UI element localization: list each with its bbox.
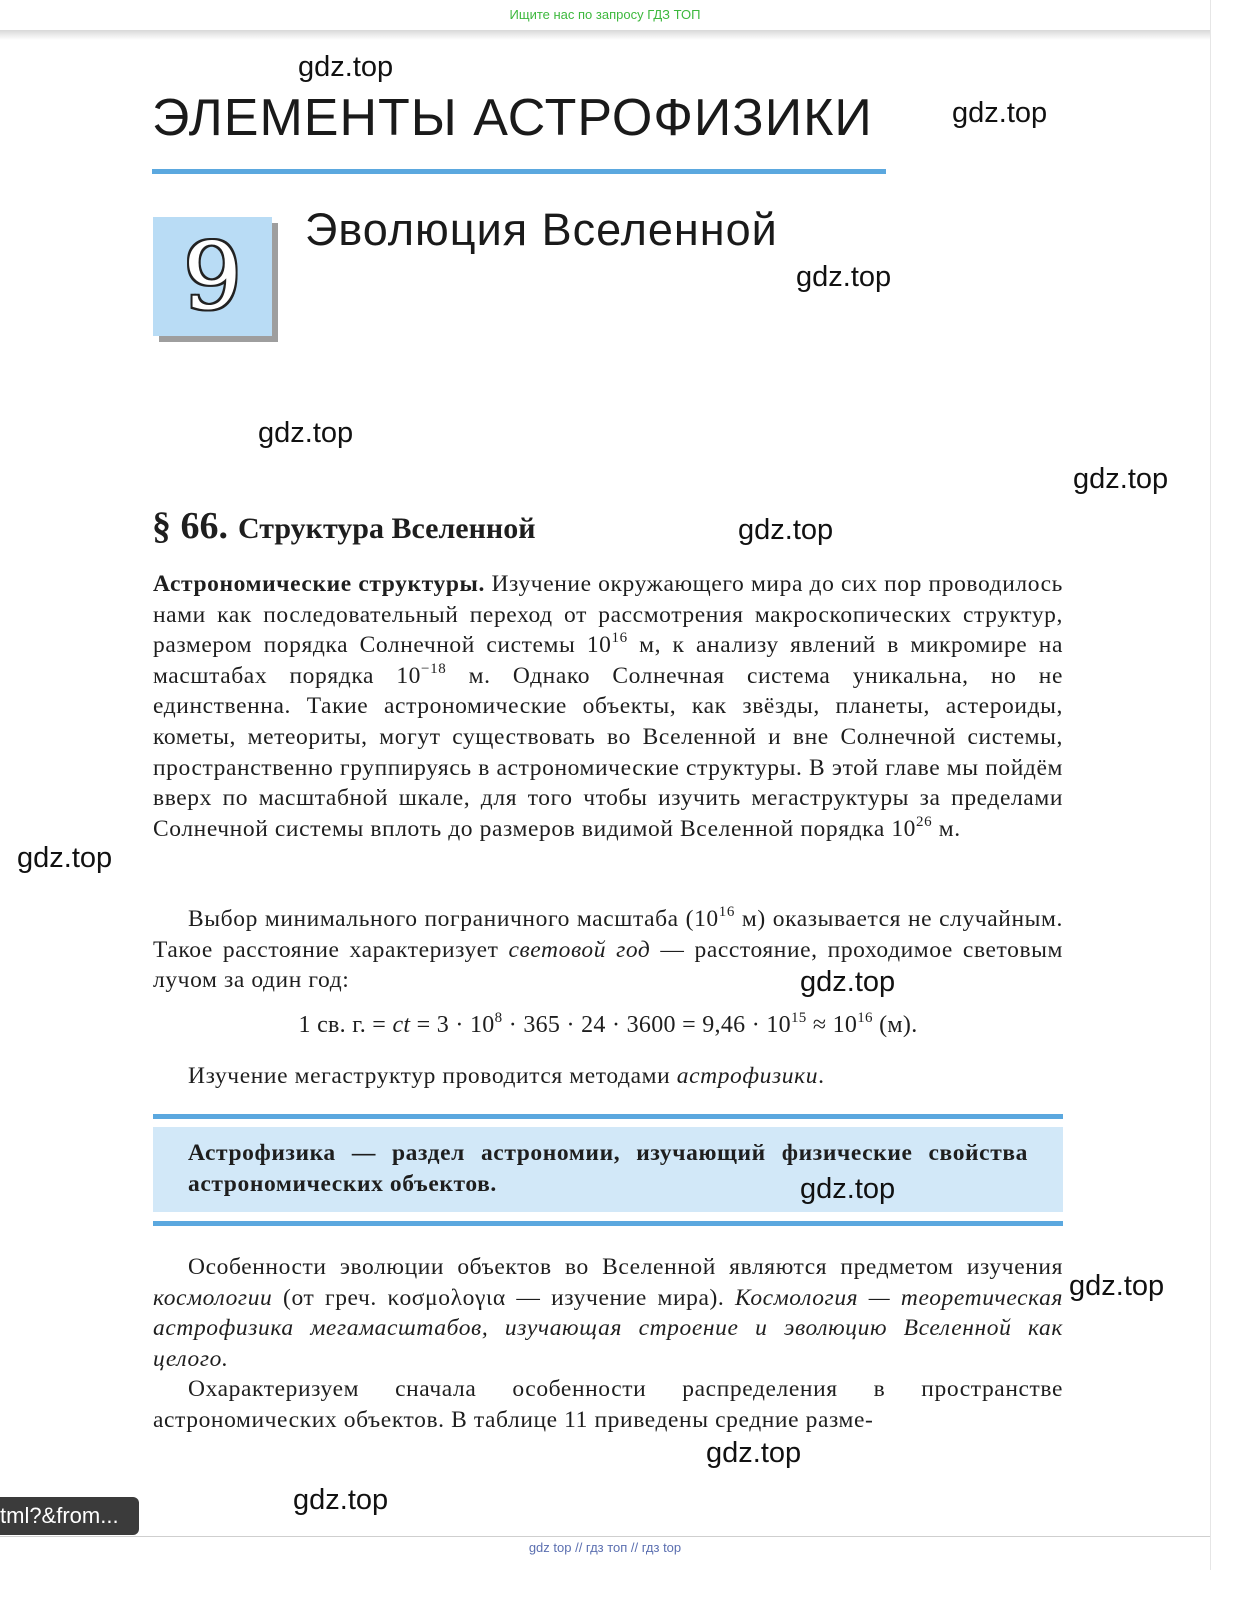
chapter-number-badge: 9	[153, 217, 272, 336]
text-run: Особенности эволюции объектов во Вселенной являются предметом изучения	[188, 1254, 1063, 1280]
formula-part: ≈ 10	[806, 1012, 858, 1038]
paragraph-distribution: Охарактеризуем сначала особенности распределения в пространстве астрономических объектов. В таблице 11 приведены средние разме-	[153, 1376, 1063, 1433]
watermark: gdz.top	[17, 842, 113, 874]
definition-box	[153, 1114, 1063, 1226]
exponent: −18	[421, 660, 447, 677]
book-title: ЭЛЕМЕНТЫ АСТРОФИЗИКИ	[152, 89, 873, 147]
exponent: 16	[611, 630, 628, 647]
text-run: — расстояние, проходимое световым лучом за один год:	[153, 936, 1064, 994]
light-year-formula	[153, 1012, 1063, 1039]
watermark: gdz.top	[952, 97, 1048, 129]
watermark: gdz.top	[706, 1437, 802, 1469]
footer-links[interactable]: gdz top // гдз топ // гдз top	[528, 1540, 682, 1555]
formula-part: (м).	[872, 1012, 918, 1038]
paragraph-astronomical-structures	[153, 569, 1063, 844]
term-astrophysics: астрофизики	[676, 1063, 819, 1089]
formula-part: = 3 · 10	[410, 1012, 495, 1038]
watermark: gdz.top	[1073, 463, 1169, 495]
watermark: gdz.top	[1069, 1270, 1165, 1302]
exponent: 16	[718, 904, 735, 921]
text-run: м. Однако Солнечная система уникальна, но не единственна. Такие астрономические объекты, как звёзды, планеты, астероиды, кометы, метеориты, могут существовать во Вселенной и вне Солнечной системы, пространственно группируясь в астрономические структуры. В этой главе мы пойдём вверх по масштабной шкале, для того чтобы изучить мегаструктуры за пределами Солнечной системы вплоть до размеров видимой Вселенной порядка 10	[153, 662, 1063, 842]
formula-part: · 365 · 24 · 3600 = 9,46 · 10	[502, 1012, 791, 1038]
paragraph-cosmology	[153, 1252, 1063, 1374]
watermark: gdz.top	[298, 51, 394, 83]
paragraph-light-year	[153, 904, 1063, 996]
exponent: 26	[916, 813, 933, 830]
footer-divider	[0, 1536, 1210, 1537]
chapter-title: Эволюция Вселенной	[305, 204, 778, 255]
section-title: Структура Вселенной	[238, 512, 536, 545]
watermark: gdz.top	[258, 417, 354, 449]
scrollbar-track[interactable]	[1210, 0, 1211, 1570]
text-run: м) оказывается не случайным. Такое расстояние характеризует	[153, 906, 1063, 963]
exponent: 8	[494, 1010, 503, 1026]
text-run: (от греч. κοσμολογια — изучение мира).	[272, 1284, 736, 1311]
term-cosmology: космологии	[153, 1284, 273, 1311]
exponent: 16	[857, 1010, 873, 1026]
watermark: gdz.top	[738, 514, 834, 546]
watermark: gdz.top	[800, 1173, 896, 1205]
formula-variable: ct	[392, 1012, 411, 1038]
text-run: Изучение мегаструктур проводится методами	[188, 1063, 677, 1089]
term-light-year: световой год	[508, 936, 651, 963]
url-preview-chip[interactable]	[0, 1497, 139, 1535]
text-run: м.	[932, 815, 961, 842]
exponent: 15	[790, 1010, 807, 1026]
text-run: .	[818, 1063, 825, 1089]
title-rule	[152, 169, 886, 174]
formula-part: 1 св. г. =	[298, 1012, 393, 1038]
paragraph-lead: Астрономические структуры.	[153, 571, 485, 597]
watermark: gdz.top	[796, 261, 892, 293]
cosmology-definition: Космология — теоретическая астрофизика мегамасштабов, изучающая строение и эволюцию Вселенной как целого.	[153, 1284, 1063, 1372]
watermark: gdz.top	[293, 1484, 389, 1516]
section-heading	[152, 504, 535, 548]
banner-shadow	[0, 30, 1210, 40]
text-run: Изучение окружающего мира до сих пор проводилось нами как последовательный переход от рассмотрения макроскопических структур, размером порядка Солнечной системы 10	[153, 571, 1063, 659]
text-run: Выбор минимального пограничного масштаба (10	[188, 906, 719, 932]
search-banner[interactable]	[0, 0, 1210, 30]
search-banner-text[interactable]: Ищите нас по запросу ГДЗ ТОП	[509, 7, 701, 22]
definition-text: Астрофизика — раздел астрономии, изучающий физические свойства астрономических объектов.	[188, 1140, 1028, 1197]
url-preview-text: tml?&from...	[0, 1503, 119, 1528]
text-run: м, к анализу явлений в микромире на масштабах порядка 10	[153, 632, 1063, 689]
section-number: § 66.	[152, 505, 228, 547]
definition-bottom-rule	[153, 1221, 1063, 1226]
watermark: gdz.top	[800, 966, 896, 998]
paragraph-astrophysics-methods	[153, 1061, 1063, 1092]
definition-top-rule	[153, 1114, 1063, 1119]
